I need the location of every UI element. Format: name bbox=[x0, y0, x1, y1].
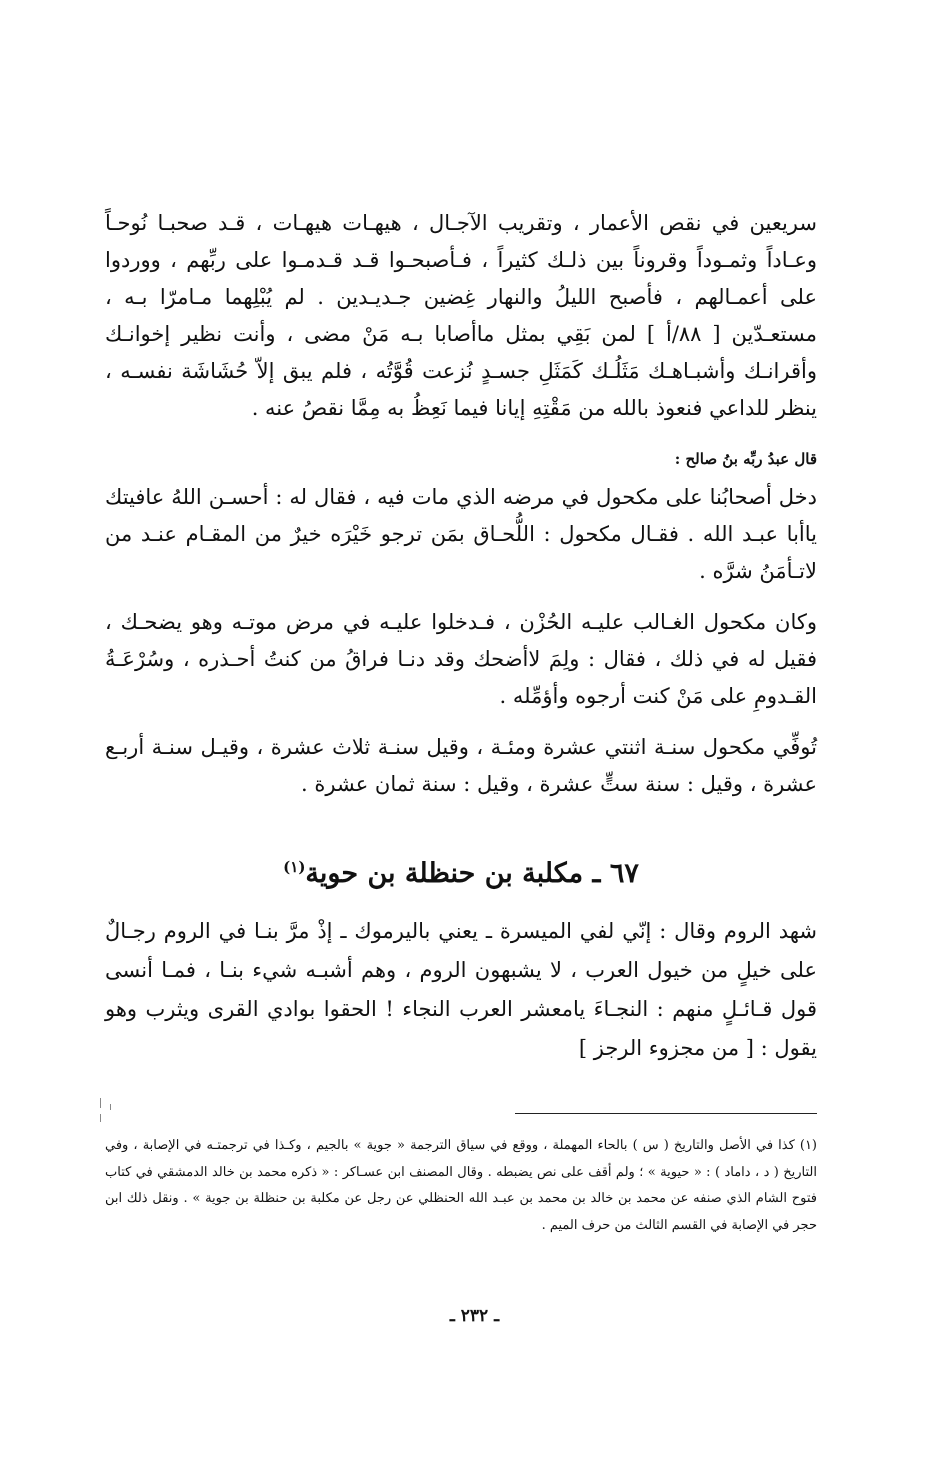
paragraph-4: تُوفِّي مكحول سنـة اثنتي عشرة ومئـة ، وقيل سنـة ثلاث عشرة ، وقيـل سنـة أربـع عشرة ، وقيل : سنة ستٍّ عشرة ، وقيل : سنة ثمان عشرة . bbox=[105, 735, 817, 796]
page-number: ـ ٢٣٢ ـ bbox=[449, 1306, 500, 1326]
footnote-1: (١) كذا في الأصل والتاريخ ( س ) بالحاء المهملة ، ووقع في سياق الترجمة « جوية » بالجيم ، وكـذا في ترجمتـه في الإصابة ، وفي التاريخ ( د ، داماد ) : « حيوية » ؛ ولم أقف على نص يضبطه . وقال المصنف ابن عسـاكر : « ذكره محمد بن خالد الدمشقي في كتاب فتوح الشام الذي صنفه عن محمد بن خالد بن محمد بن عبـد الله الحنظلي عن رجل عن مكلبة بن حنظلة بن جوية » . ونقل ذلك ابن حجر في الإصابة في القسم الثالث من حرف الميم . bbox=[105, 1138, 817, 1233]
paragraph-3: وكان مكحول الغـالب عليـه الحُزْن ، فـدخلوا عليـه في مرض موتـه وهو يضحـك ، فقيل له في ذلك ، فقال : ولِمَ لاأضحك وقد دنـا فراقُ من كنتُ أحـذره ، وسُرْعَـةُ القـدومِ على مَنْ كنت أرجوه وأؤمِّله . bbox=[105, 610, 818, 708]
footnote-ref: (١) bbox=[283, 858, 306, 876]
section-heading-text: ٦٧ ـ مكلبة بن حنظلة بن حوية bbox=[305, 858, 639, 889]
page-body bbox=[105, 205, 817, 1068]
margin-marks bbox=[96, 1098, 116, 1138]
section-body bbox=[105, 912, 817, 1068]
footnote-divider bbox=[515, 1113, 817, 1114]
paragraph-2: دخل أصحابُنا على مكحول في مرضه الذي مات فيه ، فقال له : أحسـن اللهُ عافيتك ياأبا عبـد الله . فقـال مكحول : اللُّحـاق بمَن ترجو خَيْرَه خيرٌ من المقـام عنـد من لاتـأمَنُ شرَّه . bbox=[105, 485, 817, 583]
saying-label: قال عبدُ ربِّه بنُ صالح : bbox=[674, 450, 817, 468]
intro-paragraph: سريعين في نقص الأعمار ، وتقريب الآجـال ، هيهـات هيهـات ، قـد صحبـا نُوحـاً وعـاداً وثمـوداً وقروناً بين ذلـك كثيراً ، فـأصبحـوا قـد قـدمـوا على ربِّهم ، ووردوا على أعمـالهم ، فأصبح الليلُ والنهار غِضين جـديـدين . لم يُبْلِهما مـامرّا بـه ، مستعـدّين [ ٨٨/أ ] لمن بَقِي بمثل ماأصابا بـه مَنْ مضى ، وأنت نظير إخوانـك وأقرانـك وأشبـاهـك مَثَلُـك كَمَثَلِ جسـدٍ نُزعت قُوَّتُه ، فلم يبق إلاّ حُشَاشَة نفسـه ، ينظر للداعي فنعوذ بالله من مَقْتِهِ إيانا فيما نَعِظُ به مِمَّا نقصُ عنه . bbox=[105, 211, 817, 420]
section-paragraph: شهد الروم وقال : إنّي لفي الميسرة ـ يعني باليرموك ـ إذْ مرَّ بنـا في الروم رجـالٌ على خيلٍ من خيول العرب ، لا يشبهون الروم ، وهم أشبـه شيء بنـا ، فمـا أنسى قول قـائـلٍ منهم : النجـاءَ يامعشر العرب النجاء ! الحقوا بوادي القرى ويثرب وهو يقول : [ من مجزوء الرجز ] bbox=[105, 919, 817, 1060]
footnotes bbox=[105, 1133, 817, 1239]
section-heading bbox=[105, 847, 817, 894]
